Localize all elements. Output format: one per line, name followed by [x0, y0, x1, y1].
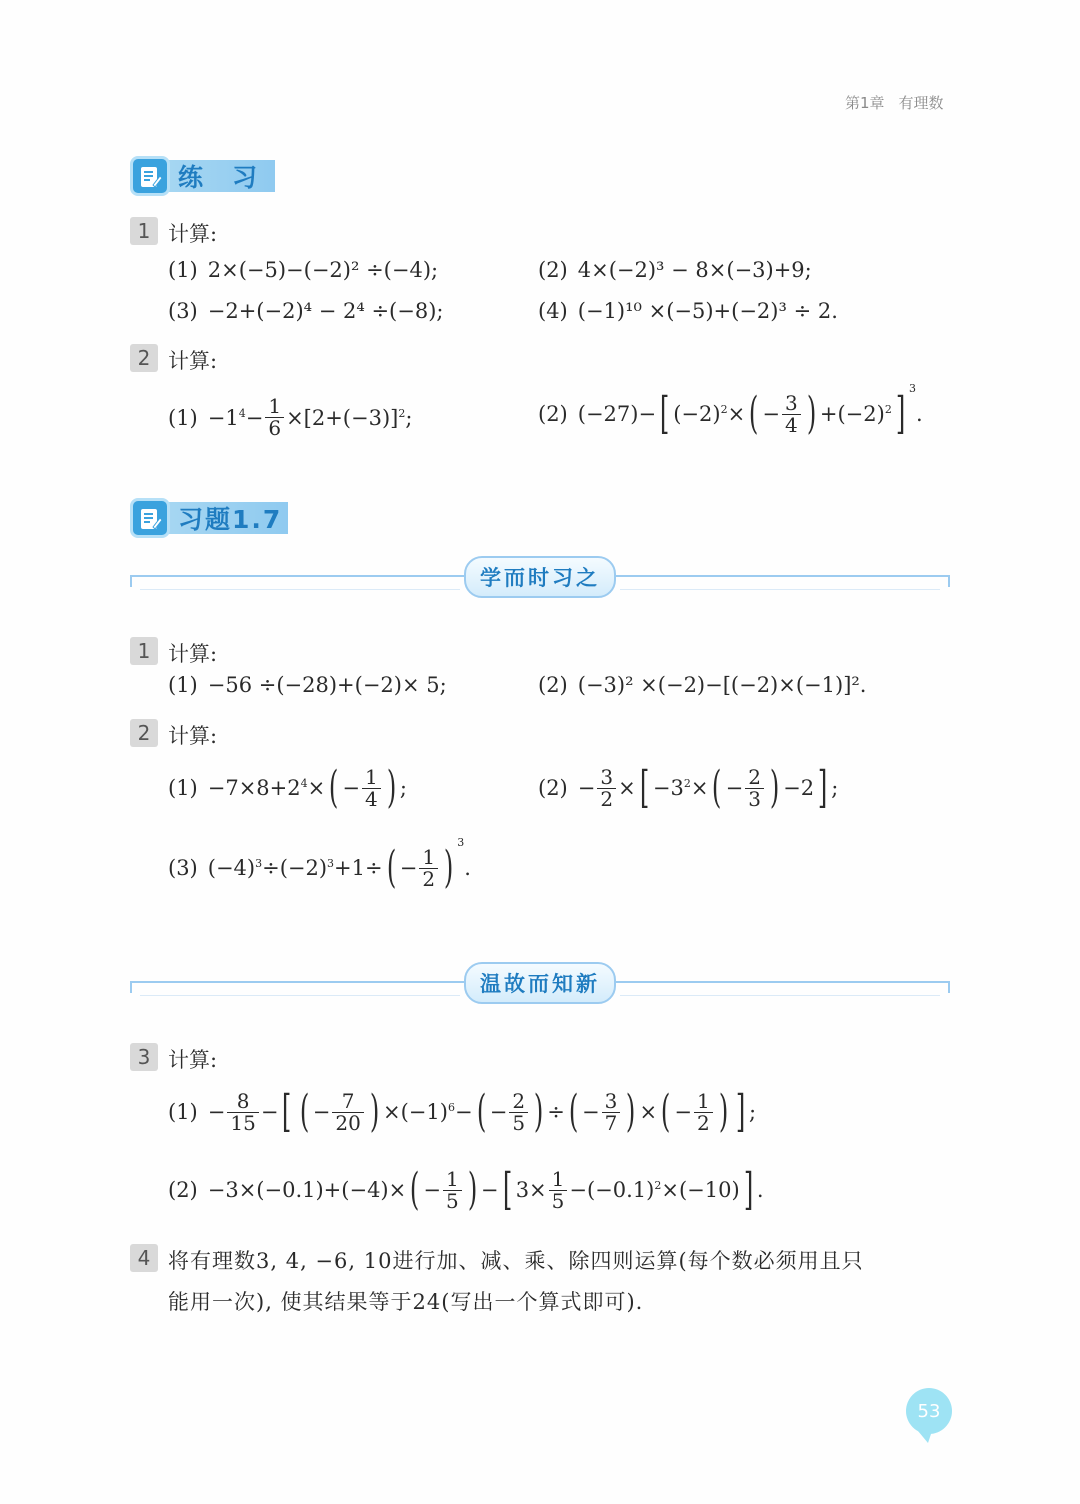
practice-title: 练 习	[178, 163, 260, 192]
practice-q1-item-3: (3) −2+(−2)⁴ − 2⁴ ÷(−8);	[168, 299, 444, 323]
exercise-q2-number: 2	[130, 719, 158, 747]
chapter-header	[845, 92, 944, 113]
exercise-q1-item-1: (1) −56 ÷(−28)+(−2)× 5;	[168, 673, 447, 697]
notebook-icon	[130, 498, 170, 538]
exercise-q4-number: 4	[130, 1244, 158, 1272]
exercise-q2-item-3: (3) $(-4)^3\div(-2)^3+1\div$ ( − $\frac{1}{2}$ ) 3 .	[168, 835, 471, 893]
exercise-title: 习题1.7	[178, 505, 283, 534]
divider-label: 学而时习之	[464, 556, 616, 598]
exercise-q4-line-2: 能用一次), 使其结果等于24(写出一个算式即可).	[168, 1290, 644, 1314]
exercise-q1-item-2: (2) (−3)² ×(−2)−[(−2)×(−1)]².	[538, 673, 867, 697]
practice-q2-text: 计算:	[168, 349, 218, 373]
practice-q2-number: 2	[130, 344, 158, 372]
exercise-q4-line-1: 将有理数3, 4, −6, 10进行加、减、乘、除四则运算(每个数必须用且只	[168, 1249, 864, 1273]
practice-section-bar	[130, 158, 275, 194]
practice-q2-item-1: (1) $-1^4-$ $\frac{1}{6}$ $\times[2+(-3)]^2$;	[168, 394, 413, 440]
exercise-q3-item-2: (2) −3×(−0.1)+(−4)× ( − $\frac{1}{5}$ ) − [ 3× $\frac{1}{5}$ $-(-0.1)^2\times(-10)$ ] .	[168, 1164, 764, 1215]
chapter-title: 有理数	[898, 94, 944, 112]
practice-q1-item-2: (2) 4×(−2)³ − 8×(−3)+9;	[538, 258, 812, 282]
exercise-q2-item-1: (1) $-7\times 8+2^4\times$ ( − $\frac{1}{4}$ ) ;	[168, 762, 407, 813]
divider-review-learn	[130, 962, 950, 1002]
exercise-q2-item-2: (2) − $\frac{3}{2}$ × [ $-3^2\times$ ( − $\frac{2}{3}$ ) −2 ] ;	[538, 762, 839, 813]
practice-q1-item-1: (1) 2×(−5)−(−2)² ÷(−4);	[168, 258, 439, 282]
exercise-q3-item-1: (1) − $\frac{8}{15}$ − [ ( − $\frac{7}{20}$ ) $\times(-1)^6-$ ( − $\frac{2}{5}$ ) ÷ ( − $\frac{3}{7}$ ) × ( − $\frac{1}{2}$ ) ] ;	[168, 1086, 757, 1137]
divider-study-review	[130, 556, 950, 596]
exercise-section-bar	[130, 500, 288, 536]
practice-q1-text: 计算:	[168, 222, 218, 246]
chapter-number: 第1章	[845, 94, 885, 112]
practice-q2-item-2: (2) (−27)− [ $(-2)^2\times$ ( − $\frac{3}{4}$ ) $+(-2)^2$ ] 3 .	[538, 381, 923, 439]
notebook-icon	[130, 156, 170, 196]
exercise-q2-text: 计算:	[168, 724, 218, 748]
page-number: 53	[906, 1388, 952, 1434]
exercise-q3-number: 3	[130, 1043, 158, 1071]
exercise-q1-number: 1	[130, 637, 158, 665]
exercise-q1-text: 计算:	[168, 642, 218, 666]
practice-q1-number: 1	[130, 217, 158, 245]
divider-label: 温故而知新	[464, 962, 616, 1004]
exercise-q3-text: 计算:	[168, 1048, 218, 1072]
practice-q1-item-4: (4) (−1)¹⁰ ×(−5)+(−2)³ ÷ 2.	[538, 299, 838, 323]
